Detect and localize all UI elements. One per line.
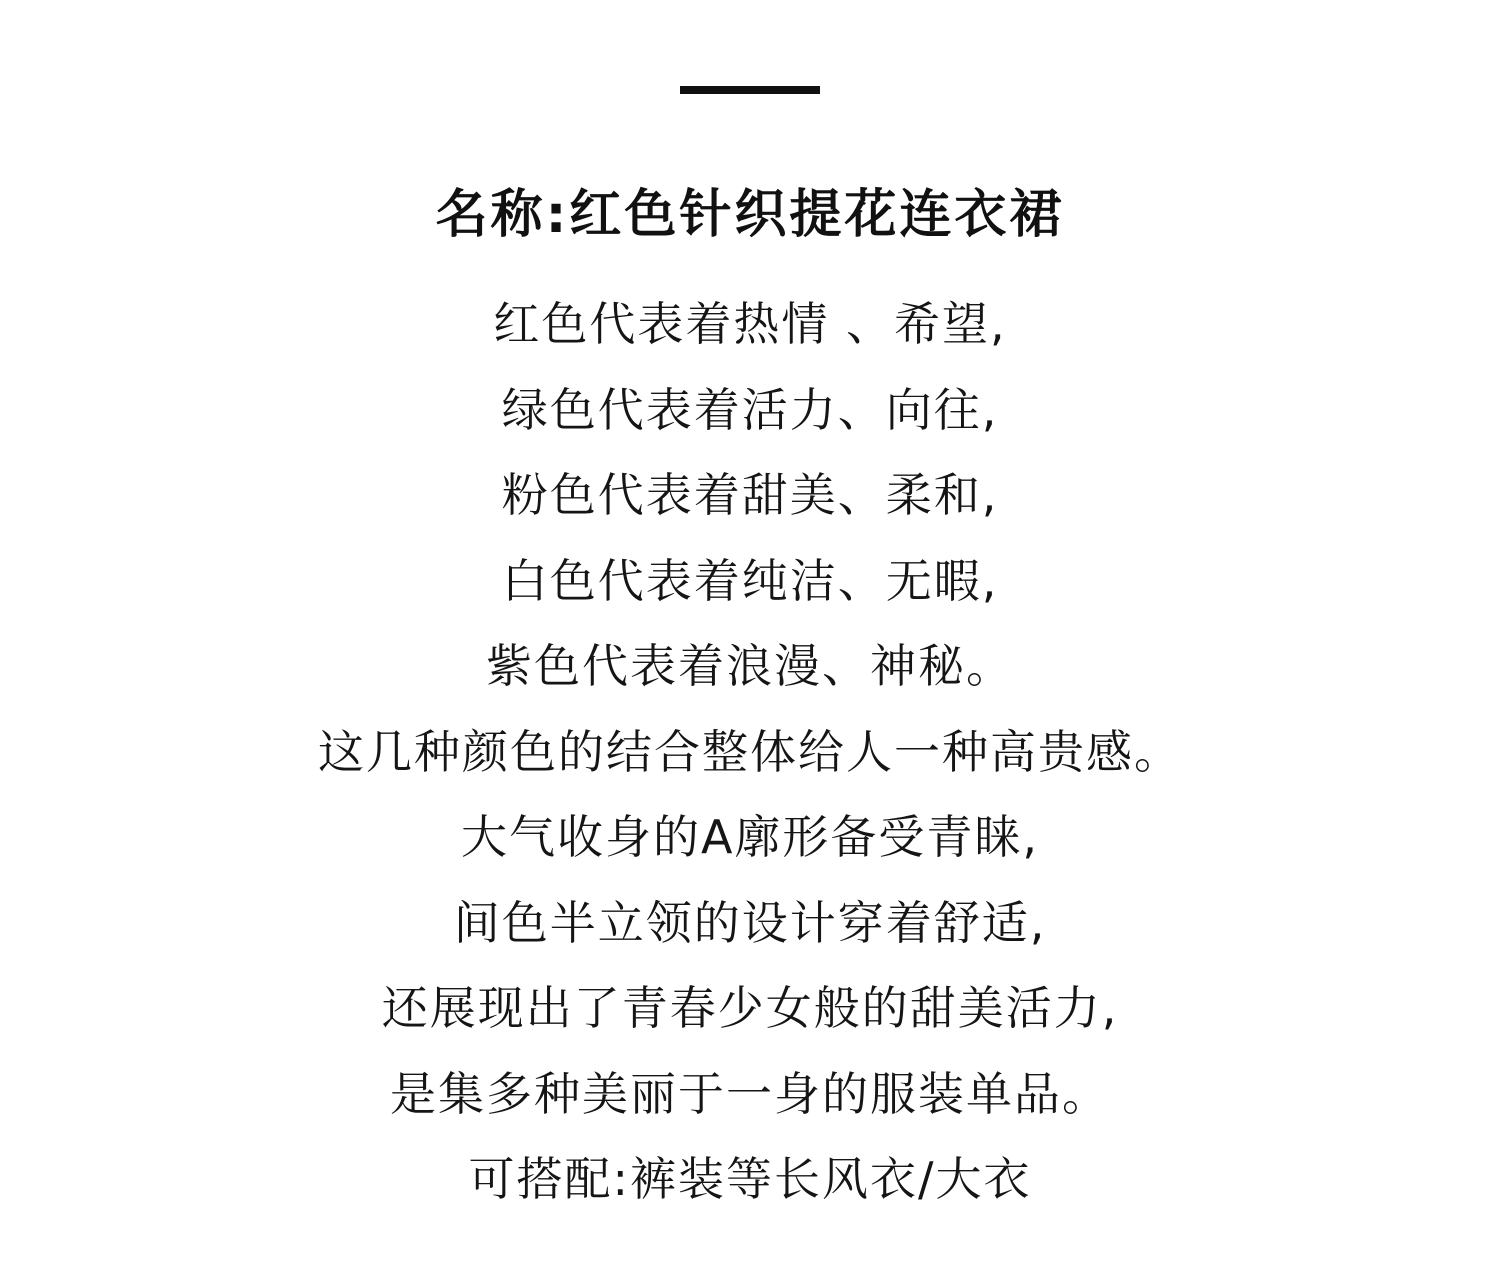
description-text-block [0,282,1500,1223]
description-line: 绿色代表着活力、向往, [501,382,999,437]
description-line: 是集多种美丽于一身的服装单品。 [390,1066,1110,1121]
description-line: 红色代表着热情 、希望, [493,297,1007,351]
description-line: 粉色代表着甜美、柔和, [501,468,999,522]
description-line: 大气收身的A廓形备受青睐, [460,810,1040,864]
pairing-suggestion-line: 可搭配:裤装等长风衣/大衣 [468,1152,1032,1206]
description-line: 紫色代表着浪漫、神秘。 [486,639,1014,693]
description-line: 这几种颜色的结合整体给人一种高贵感。 [318,724,1182,779]
product-title: 名称:红色针织提花连衣裙 [435,185,1065,245]
description-line: 还展现出了青春少女般的甜美活力, [381,981,1119,1035]
description-line: 间色半立领的设计穿着舒适, [453,895,1047,950]
description-line: 白色代表着纯洁、无暇, [501,553,999,608]
top-divider [680,86,820,94]
